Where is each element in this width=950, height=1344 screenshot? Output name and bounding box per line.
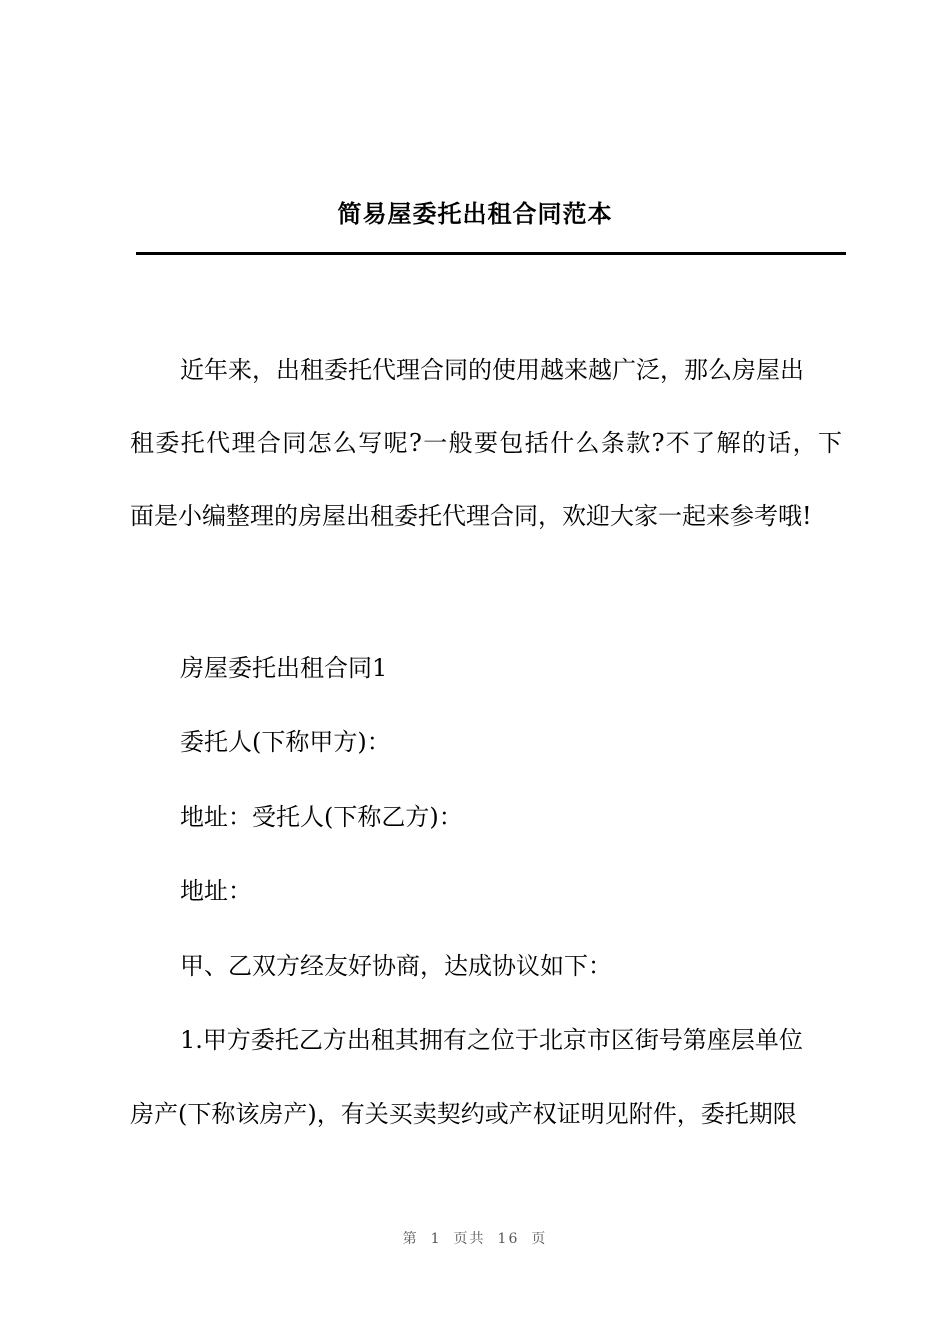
intro-line-3: 面是小编整理的房屋出租委托代理合同，欢迎大家一起来参考哦! bbox=[130, 502, 812, 530]
footer-prefix: 第 bbox=[402, 1231, 419, 1247]
clause-1-line-1: 1.甲方委托乙方出租其拥有之位于北京市区街号第座层单位 bbox=[180, 1026, 803, 1054]
footer-total-pages: 16 bbox=[497, 1231, 520, 1247]
page-footer bbox=[0, 1229, 950, 1249]
footer-middle: 页共 bbox=[453, 1231, 486, 1247]
clause-1-line-2: 房产(下称该房产)，有关买卖契约或产权证明见附件，委托期限 bbox=[130, 1100, 797, 1128]
address-field: 地址： bbox=[180, 877, 252, 905]
title-divider bbox=[136, 252, 846, 255]
document-title: 简易屋委托出租合同范本 bbox=[337, 199, 613, 228]
footer-suffix: 页 bbox=[531, 1231, 548, 1247]
intro-line-1: 近年来，出租委托代理合同的使用越来越广泛，那么房屋出 bbox=[180, 356, 804, 384]
intro-line-2: 租委托代理合同怎么写呢?一般要包括什么条款?不了解的话，下 bbox=[130, 429, 842, 457]
footer-current-page: 1 bbox=[430, 1231, 442, 1247]
agreement-line: 甲、乙双方经友好协商，达成协议如下： bbox=[180, 952, 612, 980]
principal-field: 委托人(下称甲方)： bbox=[180, 728, 391, 756]
section-heading: 房屋委托出租合同1 bbox=[180, 654, 388, 682]
address-agent-field: 地址：受托人(下称乙方)： bbox=[180, 803, 463, 831]
